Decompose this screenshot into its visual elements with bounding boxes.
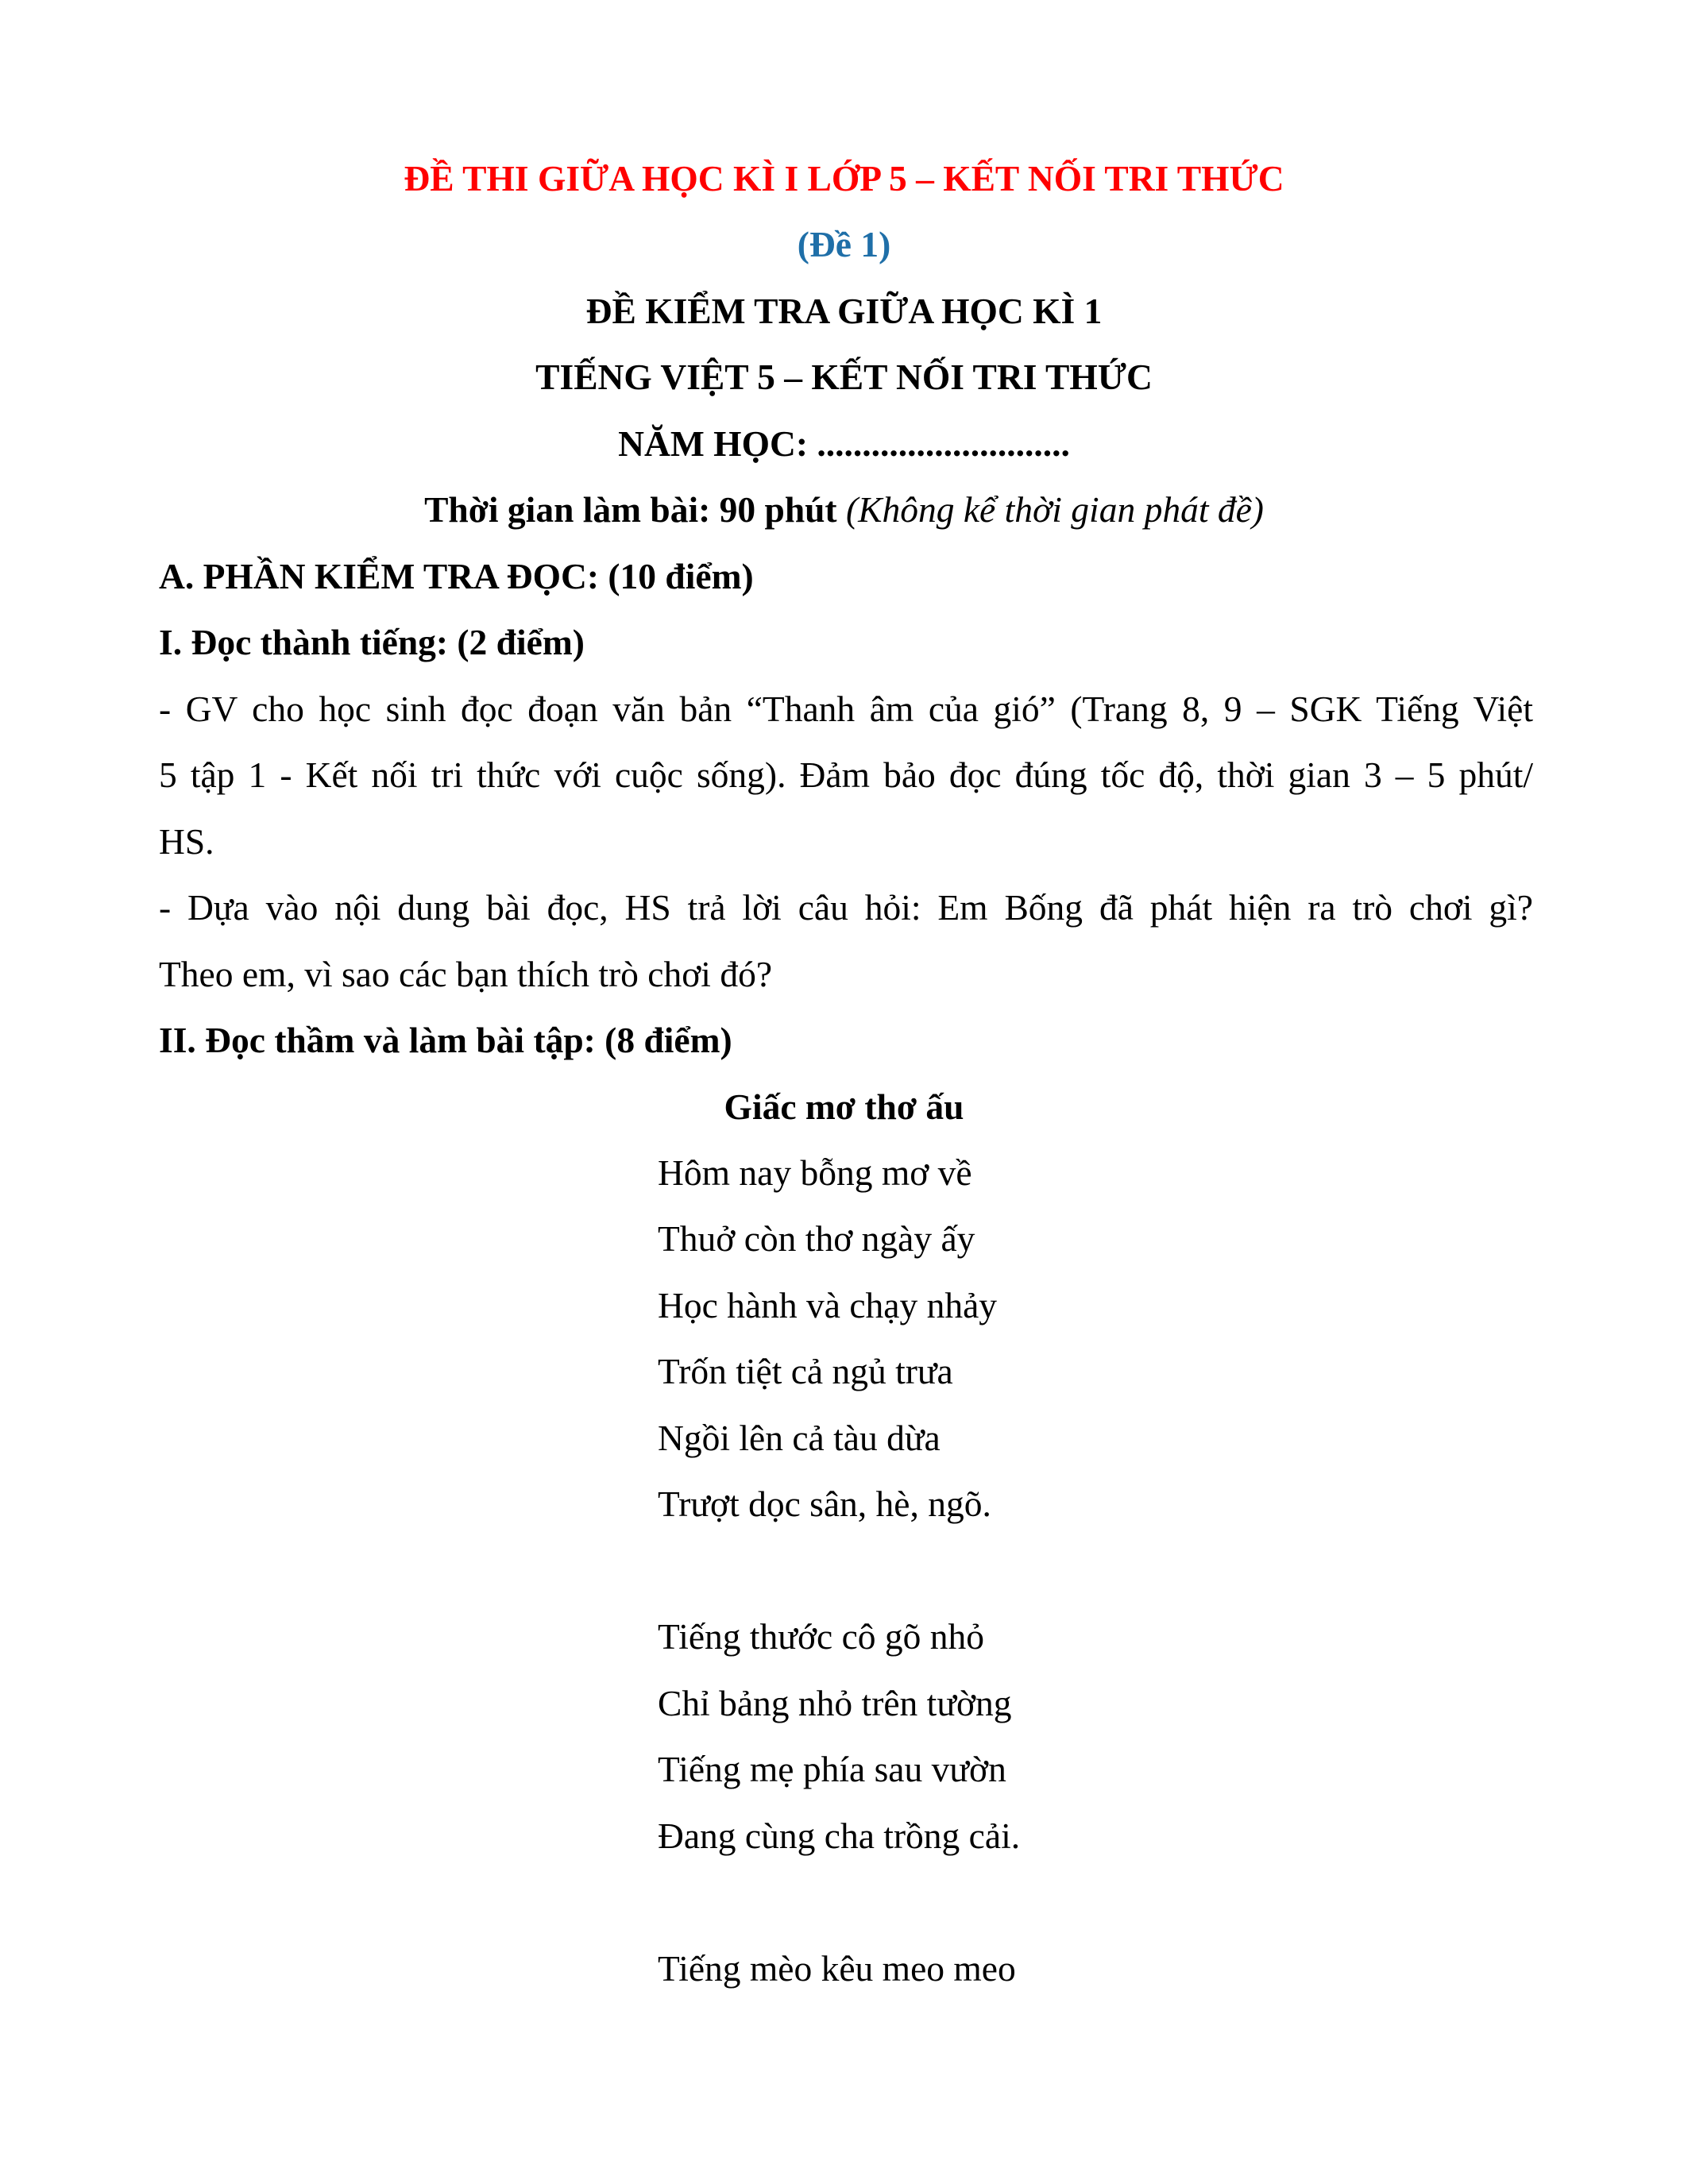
poem-line: Tiếng thước cô gõ nhỏ <box>658 1616 985 1657</box>
section-1-item-2-line-2: Theo em, vì sao các bạn thích trò chơi đó? <box>159 954 773 994</box>
poem-line: Tiếng mèo kêu meo meo <box>658 1948 1016 1989</box>
section-1-item-2-line-1: - Dựa vào nội dung bài đọc, HS trả lời câu hỏi: Em Bống đã phát hiện ra trò chơi gì? <box>159 887 1533 928</box>
poem-line: Ngồi lên cả tàu dừa <box>658 1418 941 1458</box>
poem-line: Trốn tiệt cả ngủ trưa <box>658 1351 953 1391</box>
poem-line: Học hành và chạy nhảy <box>658 1285 998 1325</box>
exam-title: ĐỀ KIỂM TRA GIỮA HỌC KÌ 1 <box>585 291 1103 331</box>
school-year: NĂM HỌC: ............................ <box>618 423 1070 464</box>
section-1-item-1-line-2: 5 tập 1 - Kết nối tri thức với cuộc sống). Đảm bảo đọc đúng tốc độ, thời gian 3 – 5 phút/ <box>159 754 1533 795</box>
time-label: Thời gian làm bài: 90 phút <box>424 489 837 530</box>
time-note: (Không kể thời gian phát đề) <box>845 489 1264 530</box>
exam-variant: (Đề 1) <box>797 224 891 264</box>
poem-title: Giấc mơ thơ ấu <box>724 1086 964 1127</box>
section-1-heading: I. Đọc thành tiếng: (2 điểm) <box>159 622 585 662</box>
poem-line: Hôm nay bỗng mơ về <box>658 1152 972 1193</box>
time-line <box>0 488 1688 532</box>
poem-line: Đang cùng cha trồng cải. <box>658 1815 1021 1856</box>
part-a-heading: A. PHẦN KIỂM TRA ĐỌC: (10 điểm) <box>159 556 754 596</box>
poem-line: Trượt dọc sân, hè, ngõ. <box>658 1484 991 1524</box>
document-title: ĐỀ THI GIỮA HỌC KÌ I LỚP 5 – KẾT NỐI TRI THỨC <box>404 158 1284 199</box>
section-2-heading: II. Đọc thầm và làm bài tập: (8 điểm) <box>159 1020 732 1060</box>
poem-line: Tiếng mẹ phía sau vườn <box>658 1749 1006 1789</box>
section-1-item-1-line-1: - GV cho học sinh đọc đoạn văn bản “Thanh âm của gió” (Trang 8, 9 – SGK Tiếng Việt <box>159 689 1533 729</box>
subject-title: TIẾNG VIỆT 5 – KẾT NỐI TRI THỨC <box>535 357 1153 397</box>
poem-line: Thuở còn thơ ngày ấy <box>658 1218 975 1259</box>
section-1-item-1-line-3: HS. <box>159 821 214 862</box>
poem-line: Chỉ bảng nhỏ trên tường <box>658 1683 1012 1723</box>
